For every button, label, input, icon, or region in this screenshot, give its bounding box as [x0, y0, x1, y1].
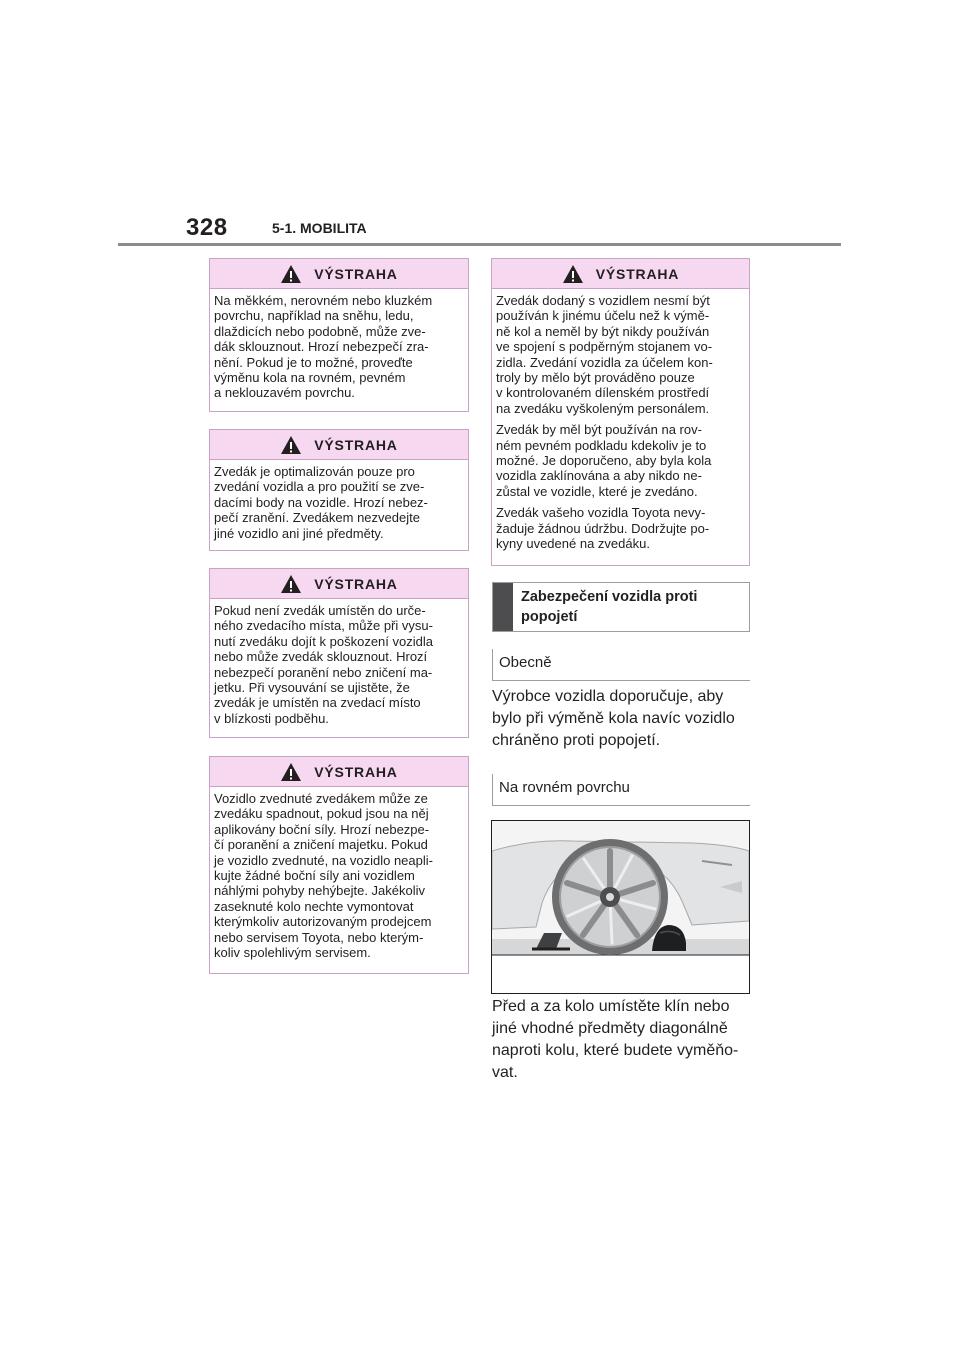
warning-triangle-icon [280, 574, 302, 594]
warning-header [210, 259, 468, 289]
warning-box-5 [491, 258, 750, 566]
warning-text-line: aplikovány boční síly. Hrozí nebezpe- [214, 821, 430, 837]
warning-text-line: ného zvedacího místa, může při vysu- [214, 618, 433, 634]
section-title [513, 583, 705, 631]
warning-title: VÝSTRAHA [314, 575, 398, 592]
text-line: Před a za kolo umístěte klín nebo [492, 998, 730, 1015]
warning-paragraph [496, 505, 743, 551]
subsection-heading-level-ground: Na rovném povrchu [492, 774, 750, 806]
warning-body [210, 599, 468, 732]
warning-box-1 [209, 258, 469, 412]
warning-body [210, 787, 468, 966]
warning-box-3 [209, 568, 469, 738]
warning-text-line: je vozidlo zvednuté, na vozidlo neapli- [214, 852, 433, 868]
warning-text-line: čí poranění a zničení majetku. Pokud [214, 837, 428, 853]
warning-header [492, 259, 749, 289]
level-ground-paragraph [492, 996, 738, 1084]
warning-paragraph [214, 603, 462, 726]
warning-text-line: zvedák je umístěn na zvedací místo [214, 695, 421, 711]
warning-triangle-icon [280, 762, 302, 782]
text-line: vat. [492, 1064, 518, 1081]
warning-header [210, 569, 468, 599]
page-header [0, 0, 960, 250]
page-number: 328 [186, 214, 228, 241]
warning-text-line: nebo může zvedák sklouznout. Hrozí [214, 649, 428, 665]
warning-paragraph [214, 464, 462, 541]
warning-text-line: v blízkosti podběhu. [214, 710, 329, 726]
warning-text-line: Zvedák dodaný s vozidlem nesmí být [496, 293, 710, 308]
wheel-chock-illustration [491, 820, 750, 994]
warning-text-line: jiné vozidlo ani jiné předměty. [214, 525, 384, 541]
warning-paragraph [214, 791, 462, 960]
warning-text-line: a neklouzavém povrchu. [214, 385, 355, 401]
warning-text-line: Na měkkém, nerovném nebo kluzkém [214, 293, 433, 308]
warning-header [210, 430, 468, 460]
warning-box-2 [209, 429, 469, 551]
warning-text-line: používán k jinému účelu než k výmě- [496, 308, 710, 324]
warning-text-line: Vozidlo zvednuté zvedákem může ze [214, 791, 428, 806]
warning-body [210, 460, 468, 547]
wheel-illustration-svg [492, 821, 749, 993]
warning-title: VÝSTRAHA [314, 763, 398, 780]
warning-title: VÝSTRAHA [314, 436, 398, 453]
warning-text-line: Pokud není zvedák umístěn do urče- [214, 603, 426, 618]
subsection-heading-general: Obecně [492, 649, 750, 681]
text-line: jiné vhodné předměty diagonálně [492, 1020, 728, 1037]
warning-text-line: Zvedák by měl být používán na rov- [496, 422, 702, 438]
warning-text-line: výměnu kola na rovném, pevném [214, 370, 406, 386]
warning-text-line: dlaždicích nebo podobně, může zve- [214, 323, 426, 339]
warning-text-line: povrchu, například na sněhu, ledu, [214, 308, 414, 324]
warning-text-line: náhlými pohyby nehýbejte. Jakékoliv [214, 883, 426, 899]
warning-text-line: žaduje žádnou údržbu. Dodržujte po- [496, 520, 710, 536]
warning-text-line: kyny uvedené na zvedáku. [496, 536, 650, 552]
text-line: Výrobce vozidla doporučuje, aby [492, 688, 724, 705]
warning-text-line: troly by mělo být prováděno pouze [496, 370, 695, 386]
warning-triangle-icon [562, 264, 584, 284]
warning-triangle-icon [280, 264, 302, 284]
warning-text-line: zaseknuté kolo nechte vymontovat [214, 898, 414, 914]
warning-text-line: nebezpečí poranění nebo zničení ma- [214, 664, 433, 680]
warning-header [210, 757, 468, 787]
header-rule [118, 243, 841, 246]
warning-text-line: Zvedák je optimalizován pouze pro [214, 464, 415, 479]
warning-body [210, 289, 468, 407]
section-title-line: Zabezpečení vozidla proti [521, 589, 698, 605]
warning-text-line: dák sklouznout. Hrozí nebezpečí zra- [214, 339, 429, 355]
warning-title: VÝSTRAHA [595, 265, 680, 282]
warning-text-line: ve spojení s podpěrným stojanem vo- [496, 339, 713, 355]
warning-text-line: zvedání vozidla a pro použití se zve- [214, 479, 425, 495]
section-title-line: popojetí [521, 609, 578, 625]
warning-text-line: na zvedáku vyškoleným personálem. [496, 400, 710, 416]
section-marker-bar [493, 583, 513, 631]
warning-text-line: zvedáku spadnout, pokud jsou na něj [214, 806, 429, 822]
warning-text-line: kujte žádné boční síly ani vozidlem [214, 868, 415, 884]
warning-text-line: koliv spolehlivým servisem. [214, 945, 371, 961]
chapter-title: 5-1. MOBILITA [272, 220, 367, 236]
warning-title: VÝSTRAHA [314, 265, 398, 282]
warning-text-line: vozidla zaklínována a aby nikdo ne- [496, 468, 702, 484]
warning-text-line: v kontrolovaném dílenském prostředí [496, 385, 710, 401]
warning-text-line: jetku. Při vysouvání se ujistěte, že [214, 680, 410, 696]
warning-body [492, 289, 749, 558]
text-line: bylo při výměně kola navíc vozidlo [492, 710, 735, 727]
warning-paragraph [496, 293, 743, 416]
warning-text-line: zidla. Zvedání vozidla za účelem kon- [496, 354, 713, 370]
warning-text-line: Zvedák vašeho vozidla Toyota nevy- [496, 505, 706, 521]
general-paragraph [492, 686, 735, 752]
warning-text-line: zůstal ve vozidle, které je zvedáno. [496, 483, 698, 499]
warning-text-line: kterýmkoliv autorizovaným prodejcem [214, 914, 432, 930]
warning-text-line: ném pevném podkladu kdekoliv je to [496, 437, 707, 453]
warning-text-line: ně kol a neměl by být nikdy používán [496, 323, 710, 339]
section-heading [492, 582, 750, 632]
warning-text-line: nebo servisem Toyota, nebo kterým- [214, 929, 424, 945]
warning-triangle-icon [280, 435, 302, 455]
text-line: naproti kolu, které budete vyměňo- [492, 1042, 739, 1059]
warning-text-line: možné. Je doporučeno, aby byla kola [496, 453, 712, 469]
warning-box-4 [209, 756, 469, 974]
warning-paragraph [214, 293, 462, 401]
warning-text-line: pečí zranění. Zvedákem nezvedejte [214, 510, 420, 526]
text-line: chráněno proti popojetí. [492, 732, 661, 749]
warning-paragraph [496, 422, 743, 499]
warning-text-line: nění. Pokud je to možné, proveďte [214, 354, 413, 370]
warning-text-line: nutí zvedáku dojít k poškození vozidla [214, 633, 433, 649]
warning-text-line: dacími body na vozidle. Hrozí nebez- [214, 494, 428, 510]
